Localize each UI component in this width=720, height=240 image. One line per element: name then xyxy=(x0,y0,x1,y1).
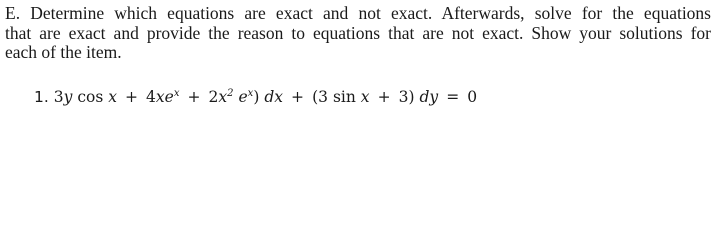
instructions-paragraph xyxy=(5,4,711,63)
problem-equation: 3y $\cos x + 4xe^x + 2x^2$ $e^x$) dx + (3 sin x + 3) dy = 0 xyxy=(53,88,478,106)
instructions-line-1: E. Determine which equations are exact and not exact. Afterwards, solve for the equations xyxy=(5,3,711,23)
problem-number: 1. xyxy=(34,88,49,106)
instructions-line-3: each of the item. xyxy=(5,42,122,62)
problem-1 xyxy=(34,86,477,108)
instructions-line-2: that are exact and provide the reason to equations that are not exact. Show your solutions for xyxy=(5,22,711,43)
